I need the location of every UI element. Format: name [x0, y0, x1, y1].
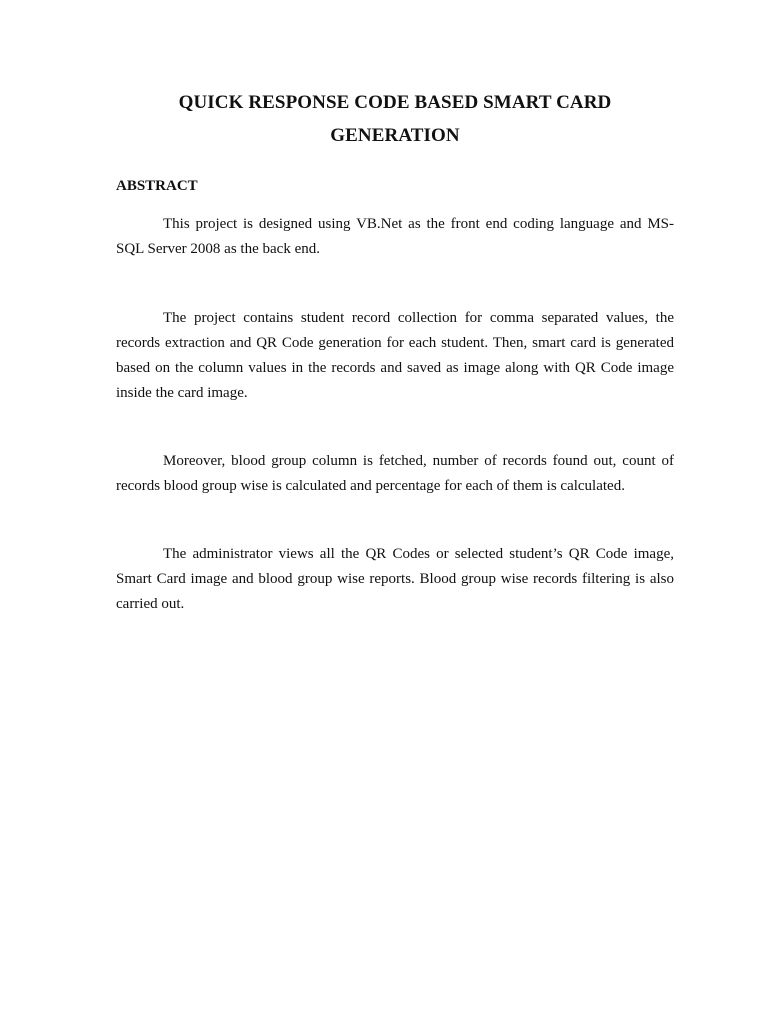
- abstract-paragraph-1: This project is designed using VB.Net as the front end coding language and MS-SQL Server 2008 as the back end.: [116, 216, 674, 257]
- document-title: QUICK RESPONSE CODE BASED SMART CARD GENERATION: [178, 92, 612, 146]
- abstract-paragraph-4: The administrator views all the QR Codes or selected student’s QR Code image, Smart Card image and blood group wise reports. Blood group wise records filtering is also carried out.: [116, 546, 674, 612]
- abstract-paragraph-3: Moreover, blood group column is fetched, number of records found out, count of records blood group wise is calculated and percentage for each of them is calculated.: [116, 453, 674, 494]
- abstract-heading: ABSTRACT: [116, 178, 198, 194]
- abstract-paragraph-2: The project contains student record collection for comma separated values, the records extraction and QR Code generation for each student. Then, smart card is generated based on the column values in the records and saved as image along with QR Code image inside the card image.: [116, 310, 674, 401]
